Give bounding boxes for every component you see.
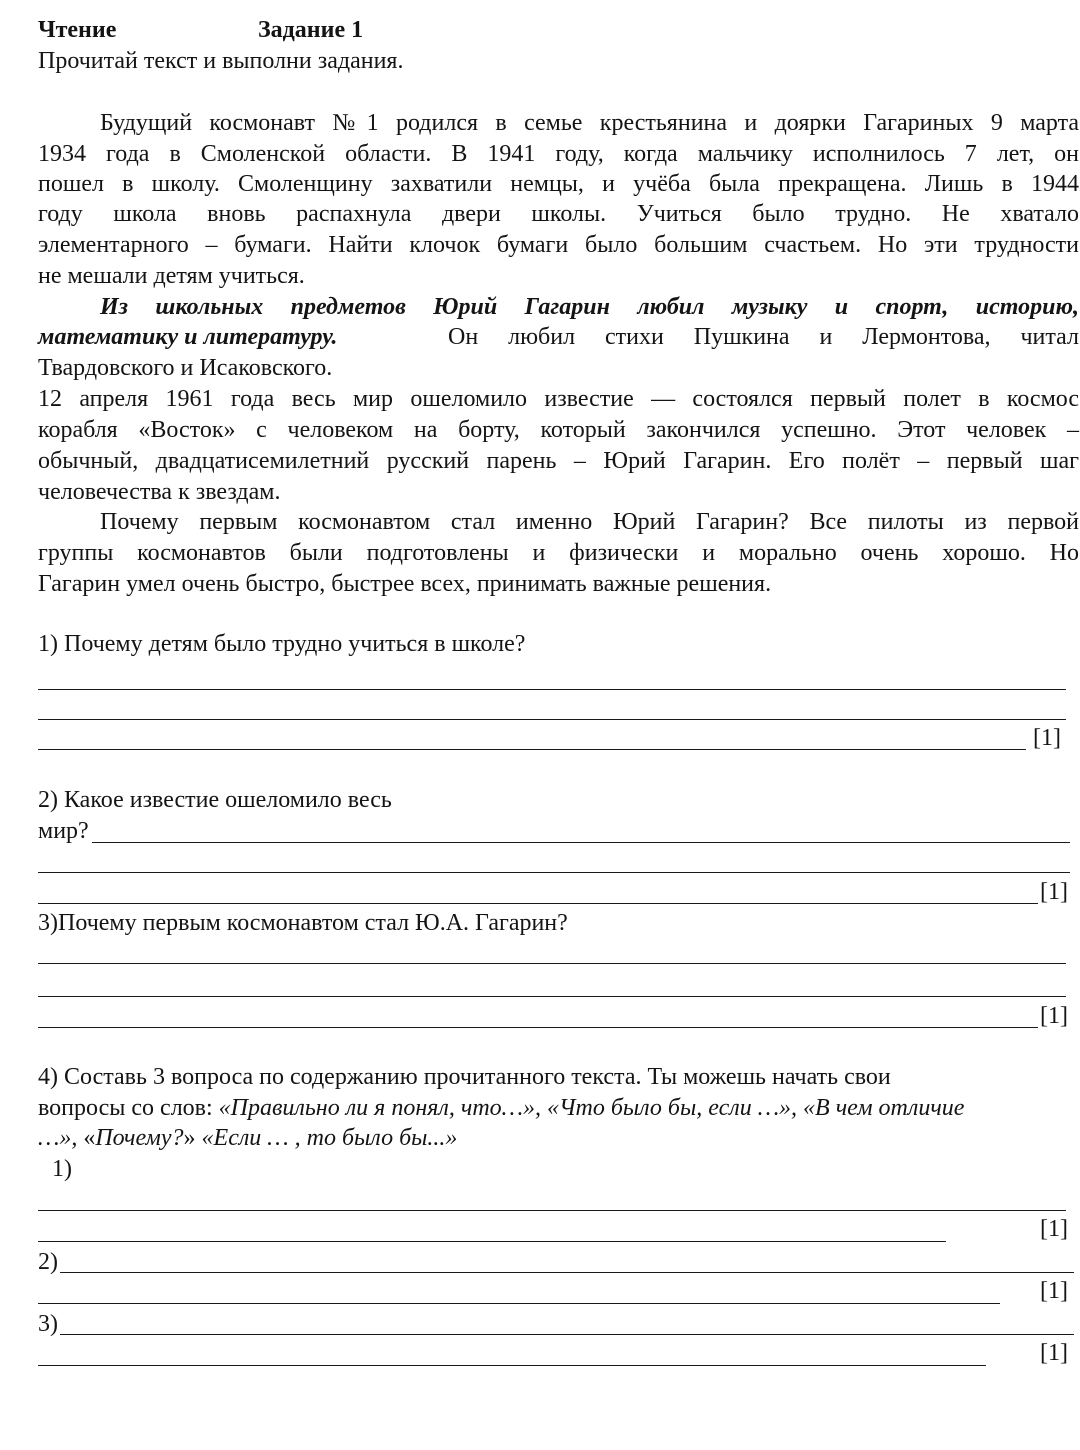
item-label: 2) (38, 1249, 58, 1275)
item-label: 1) (52, 1156, 72, 1182)
score-mark: [1] (1033, 725, 1061, 751)
answer-line[interactable] (38, 996, 1066, 997)
answer-line[interactable] (38, 963, 1066, 964)
answer-line[interactable] (38, 1241, 946, 1242)
answer-line[interactable] (38, 1210, 1066, 1211)
answer-line[interactable] (38, 872, 1070, 873)
answer-line[interactable] (38, 1365, 986, 1366)
answer-line[interactable] (92, 842, 1070, 843)
score-mark: [1] (1040, 879, 1068, 905)
answer-line[interactable] (38, 1303, 1000, 1304)
question-1: 1) Почему детям было трудно учиться в школе? (38, 631, 526, 657)
subject-title: Чтение (38, 17, 117, 43)
instruction: Прочитай текст и выполни задания. (38, 48, 404, 74)
question-2-cont: мир? (38, 818, 89, 844)
question-3: 3)Почему первым космонавтом стал Ю.А. Гагарин? (38, 910, 568, 936)
worksheet-page: Чтение Задание 1 Прочитай текст и выполни задания. Будущий космонавт №1 родился в семье крестьянина и доярки Гагариных 9 марта 1934 года в Смоленской области. В 1941 году, когда мальчику исполнилось 7 лет, он пошел в школу. Смоленщину захватили немцы, и учёба была прекращена. Лишь в 1944 году школа вновь распахнула двери школы. Учиться было трудно. Не хватало элементарного – бумаги. Найти клочок бумаги было большим счастьем. Но эти трудности не мешали детям учиться. Из школьных предметов Юрий Гагарин любил музыку и спорт, историю, математику и литературу. Он любил стихи Пушкина и Лермонтова, читал Твардовского и Исаковского. 12 апреля 1961 года весь мир ошеломило известие — состоялся первый полет в космос корабля «Восток» с человеком на борту, который закончился успешно. Этот человек – обычный, двадцатисемилетний русский парень – Юрий Гагарин. Его полёт – первый шаг человечества к звездам. Почему первым космонавтом стал именно Юрий Гагарин? Все пилоты из первой группы космонавтов были подготовлены и физически и морально очень хорошо. Но Гагарин умел очень быстро, быстрее всех, принимать важные решения. 1) Почему детям было трудно учиться в школе? [1] 2) Какое известие ошеломило весь мир? [1] 3)Почему первым космонавтом стал Ю.А. Гагарин? [1] 4) Составь 3 вопроса по содержанию прочитанного текста. Ты можешь начать свои вопросы со слов: «Правильно ли я понял, что…», «Что было бы, если …», «В чем отличие …», «Почему?» «Если … , то было бы...» 1) [1] 2) [1] 3) [1] (38, 17, 1079, 1366)
answer-line[interactable] (38, 1027, 1038, 1028)
task-title: Задание 1 (258, 17, 364, 43)
question-4-cont: …», «Почему?» «Если … , то было бы...» (38, 1125, 458, 1151)
answer-line[interactable] (38, 719, 1066, 720)
score-mark: [1] (1040, 1278, 1068, 1304)
answer-line[interactable] (38, 903, 1038, 904)
answer-line[interactable] (38, 749, 1026, 750)
answer-line[interactable] (38, 689, 1066, 690)
question-4: 4) Составь 3 вопроса по содержанию прочитанного текста. Ты можешь начать свои (38, 1064, 891, 1090)
item-label: 3) (38, 1311, 58, 1337)
score-mark: [1] (1040, 1340, 1068, 1366)
question-4-cont: вопросы со слов: «Правильно ли я понял, что…», «Что было бы, если …», «В чем отличие (38, 1095, 965, 1121)
bold-italic-sentence: Из школьных предметов Юрий Гагарин любил музыку и спорт, историю, (100, 294, 1079, 320)
answer-line[interactable] (60, 1334, 1074, 1335)
answer-line[interactable] (60, 1272, 1074, 1273)
question-2: 2) Какое известие ошеломило весь (38, 787, 392, 813)
score-mark: [1] (1040, 1216, 1068, 1242)
score-mark: [1] (1040, 1003, 1068, 1029)
